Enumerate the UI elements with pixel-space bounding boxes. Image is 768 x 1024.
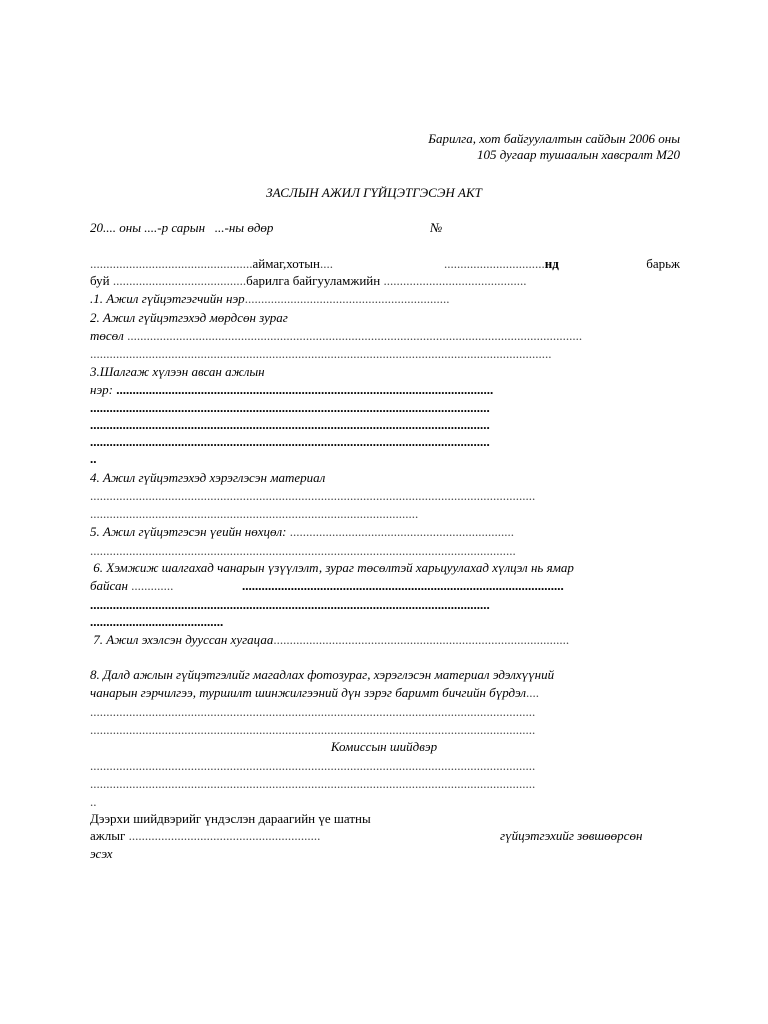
item-6-fill-1 — [90, 597, 680, 613]
fill-dots: ............................................................................................................................................ — [127, 328, 583, 343]
fill-dots: ......................................................................................................................................... — [90, 758, 536, 773]
fill-dots: ............................................................... — [244, 291, 450, 306]
fill-dots: .. — [90, 451, 97, 466]
item-8-line-2-text: чанарын гэрчилгээ, туршилт шинжилгээний дүн зэрэг баримт бичгийн бүрдэл — [90, 685, 527, 700]
item-4-fill-2 — [90, 506, 680, 522]
fill-dots: ......................................................................................................................................... — [90, 722, 536, 737]
fill-dots: .................................................. — [90, 256, 253, 271]
document-title: ЗАСЛЫН АЖИЛ ГҮЙЦЭТГЭСЭН АКТ — [266, 185, 482, 200]
location-line-2 — [90, 273, 680, 289]
item-4-label: 4. Ажил гүйцэтгэхэд хэрэглэсэн материал — [90, 470, 326, 485]
item-8-fill-1 — [90, 704, 680, 720]
item-2-label: 2. Ажил гүйцэтгэхэд мөрдсөн зураг — [90, 310, 288, 325]
number-label: № — [430, 220, 443, 235]
item-7-label: 7. Ажил эхэлсэн дууссан хугацаа — [90, 632, 274, 647]
item-5-label: 5. Ажил гүйцэтгэсэн үеийн нөхцөл: — [90, 524, 287, 539]
item-5-fill — [90, 543, 680, 559]
fill-dots: ........................................................................................................................... — [90, 597, 490, 612]
aimag-label: аймаг,хотын — [252, 256, 320, 271]
ajlyg-label: ажлыг — [90, 828, 126, 843]
fill-dots: ..................................................................... — [289, 524, 514, 539]
fill-dots: .. — [90, 794, 97, 809]
item-3-label: 3.Шалгаж хүлээн авсан ажлын — [90, 364, 265, 379]
item-8-fill-2 — [90, 722, 680, 738]
nd-label: нд — [544, 256, 559, 271]
item-1 — [90, 291, 680, 307]
fill-dots: .... — [526, 685, 540, 700]
item-5 — [90, 524, 680, 540]
item-3-fill-2 — [90, 417, 680, 433]
item-8-line-2 — [90, 685, 680, 701]
footer-line-1: Дээрхи шийдвэрийг үндэслэн дараагийн үе шатны — [90, 811, 371, 826]
item-3-cont — [90, 382, 680, 398]
header-line-2: 105 дугаар тушаалын хавсралт М20 — [476, 147, 680, 162]
bui-label: буй — [90, 273, 110, 288]
item-8-line-1: 8. Далд ажлын гүйцэтгэлийг магадлах фотозураг, хэрэглэсэн материал эдэлхүүний — [90, 667, 555, 682]
fill-dots: ........................................................................................... — [273, 632, 570, 647]
fill-dots: ........................................................................................................................... — [90, 400, 490, 415]
location-line-1 — [90, 256, 680, 272]
fill-dots: ......................................................................................................................................... — [90, 704, 536, 719]
fill-dots: ........................................................................................................................... — [90, 434, 490, 449]
fill-dots: ............................... — [444, 256, 545, 271]
commission-fill-2 — [90, 776, 680, 792]
fill-dots: ......................................................................................................................................... — [90, 488, 536, 503]
date-line: 20.... оны ....-р сарын ...-ны өдөр — [90, 220, 274, 235]
fill-dots: ............. — [131, 578, 174, 593]
item-3-cont-label: нэр: — [90, 382, 114, 397]
item-1-label: .1. Ажил гүйцэтгэгчийн нэр — [90, 291, 245, 306]
fill-dots: ............................................ — [383, 273, 527, 288]
fill-dots: ......................................... — [112, 273, 247, 288]
fill-dots: ........................................................... — [128, 828, 321, 843]
fill-dots: .............................................................................................................................................. — [90, 346, 552, 361]
fill-dots: ................................................................................................... — [242, 578, 564, 593]
item-3-fill-1 — [90, 400, 680, 416]
fill-dots: .... — [319, 256, 333, 271]
commission-fill-3 — [90, 794, 680, 810]
fill-dots: ........................................................................................................................... — [90, 417, 490, 432]
barij-label: барьж — [646, 256, 680, 271]
barilga-label: барилга байгууламжийн — [246, 273, 381, 288]
commission-heading: Комиссын шийдвэр — [330, 739, 438, 754]
item-2-cont-label: төсөл — [90, 328, 124, 343]
header-line-1: Барилга, хот байгуулалтын сайдын 2006 оны — [428, 131, 680, 146]
item-3-fill-3 — [90, 434, 680, 450]
location-line-1-b — [444, 256, 559, 272]
footer-line-2 — [90, 828, 390, 844]
eseh-label: эсэх — [90, 846, 113, 861]
item-6-fill-2 — [90, 614, 680, 630]
fill-dots: ......................................... — [90, 614, 224, 629]
fill-dots: .................................................................................................................... — [116, 382, 494, 397]
item-4-fill-1 — [90, 488, 680, 504]
item-6-label: 6. Хэмжиж шалгахад чанарын үзүүлэлт, зураг төсөлтэй харьцуулахад хүлцэл нь ямар — [90, 560, 574, 575]
fill-dots: ......................................................................................................................................... — [90, 776, 536, 791]
item-2-cont — [90, 328, 680, 344]
item-6-cont-label: байсан — [90, 578, 128, 593]
permit-label: гүйцэтгэхийг зөвшөөрсөн — [500, 828, 643, 843]
commission-fill-1 — [90, 758, 680, 774]
item-6-fill-a — [242, 578, 680, 594]
fill-dots: ................................................................................................................................... — [90, 543, 516, 558]
fill-dots: ..................................................................................................... — [90, 506, 419, 521]
item-3-fill-4 — [90, 451, 680, 467]
item-7 — [90, 632, 680, 648]
item-2-fill — [90, 346, 680, 362]
